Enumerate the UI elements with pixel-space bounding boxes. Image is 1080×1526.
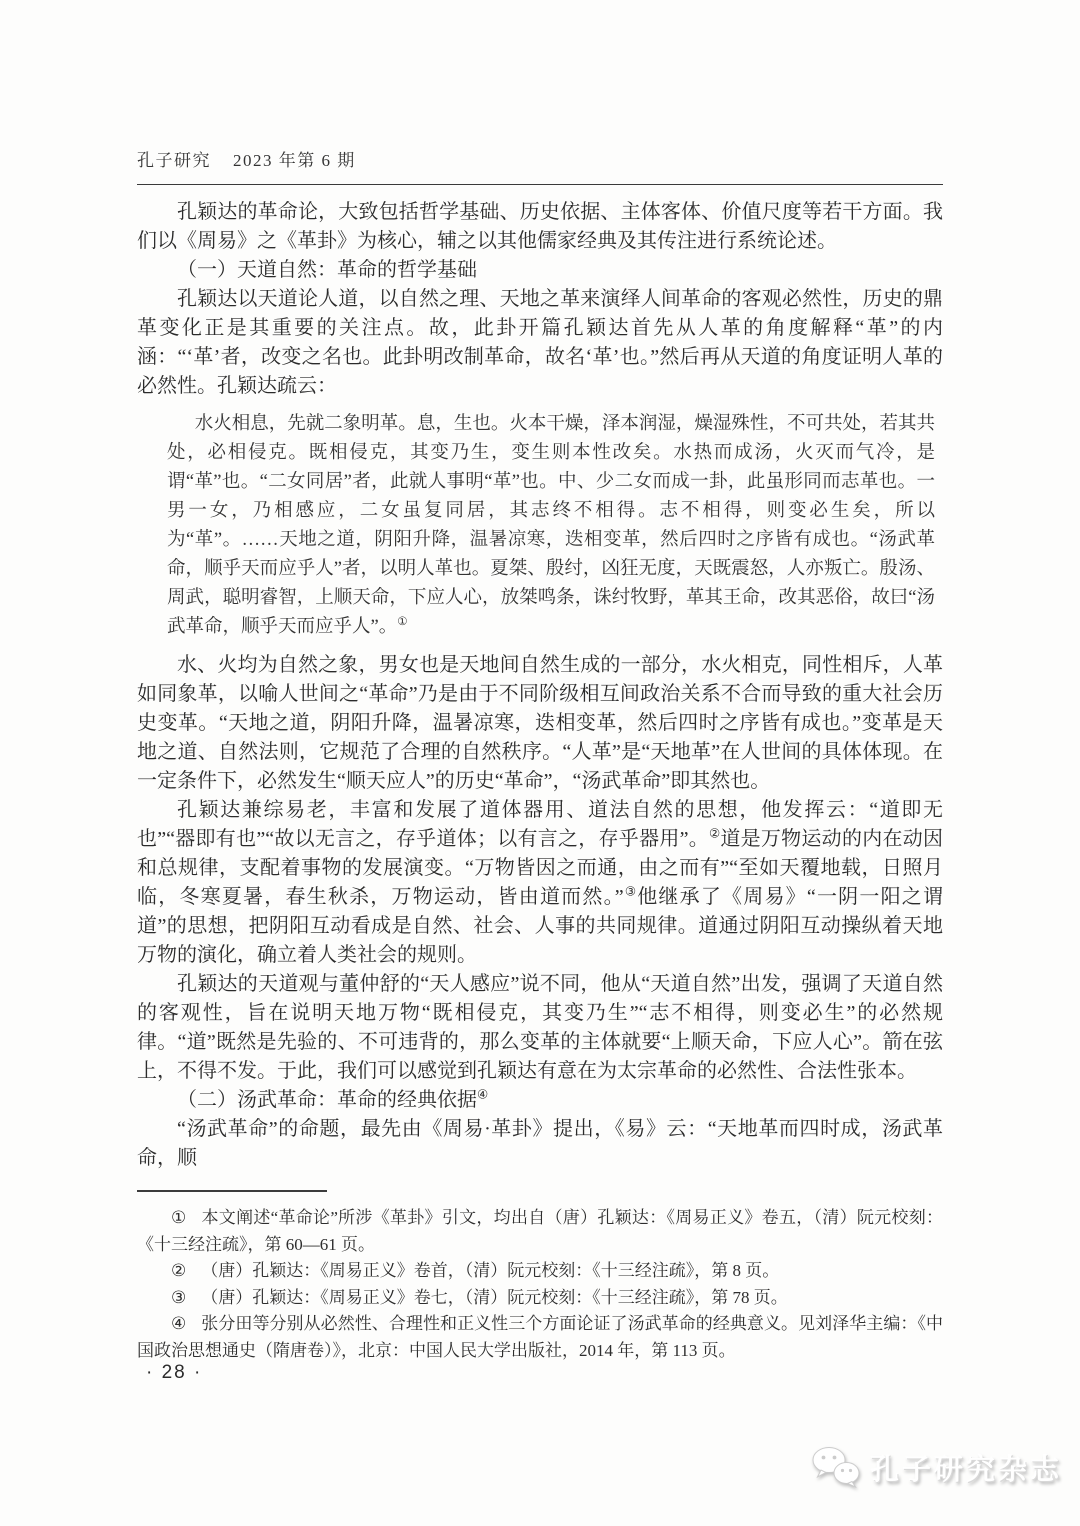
footnote-4 bbox=[137, 1311, 943, 1364]
footnote-text: 本文阐述“革命论”所涉《革卦》引文，均出自（唐）孔颖达：《周易正义》卷五，（清）阮元校刻：《十三经注疏》，第 60—61 页。 bbox=[137, 1208, 943, 1254]
paragraph-tiandaoguan: 孔颖达的天道观与董仲舒的“天人感应”说不同，他从“天道自然”出发，强调了天道自然的客观性，旨在说明天地万物“既相侵克，其变乃生”“志不相得，则变必生”的必然规律。“道”既然是先验的、不可违背的，那么变革的主体就要“上顺天命，下应人心”。箭在弦上，不得不发。于此，我们可以感觉到孔颖达有意在为太宗革命的必然性、合法性张本。 bbox=[137, 973, 943, 1082]
journal-title: 孔子研究 bbox=[137, 151, 211, 170]
footnote-marker: ④ bbox=[171, 1314, 187, 1333]
footnote-text: （唐）孔颖达：《周易正义》卷首，（清）阮元校刻：《十三经注疏》，第 8 页。 bbox=[201, 1261, 780, 1280]
paragraph-shuihuo: 水、火均为自然之象，男女也是天地间自然生成的一部分，水火相克，同性相斥，人革如同象革，以喻人世间之“革命”乃是由于不同阶级相互间政治关系不合而导致的重大社会历史变革。“天地之道，阴阳升降，温暑凉寒，迭相变革，然后四时之序皆有成也。”变革是天地之道、自然法则，它规范了合理的自然秩序。“人革”是“天地革”在人世间的具体体现。在一定条件下，必然发生“顺天应人”的历史“革命”，“汤武革命”即其然也。 bbox=[137, 654, 943, 792]
footnotes bbox=[137, 1205, 943, 1364]
watermark-text: 孔子研究杂志 bbox=[869, 1453, 1062, 1486]
wechat-icon bbox=[811, 1446, 861, 1488]
footnote-marker: ① bbox=[171, 1208, 187, 1227]
footnote-marker: ③ bbox=[171, 1287, 187, 1307]
page-content bbox=[137, 146, 943, 1364]
footnote-separator bbox=[137, 1190, 327, 1192]
footnote-text: 张分田等分别从必然性、合理性和正义性三个方面论证了汤武革命的经典意义。见刘泽华主编：《中国政治思想通史（隋唐卷）》，北京：中国人民大学出版社，2014 年，第 113 页。 bbox=[137, 1314, 943, 1360]
issue-label: 2023 年第 6 期 bbox=[233, 151, 356, 170]
footnote-3 bbox=[137, 1285, 943, 1312]
page-number: · 28 · bbox=[146, 1362, 203, 1383]
footnote-2 bbox=[137, 1258, 943, 1285]
paragraph-jianzong: 孔颖达兼综易老，丰富和发展了道体器用、道法自然的思想，他发挥云：“道即无也”“器即有也”“故以无言之，存乎道体；以有言之，存乎器用”。②道是万物运动的内在动因和总规律，支配着事物的发展演变。“万物皆因之而通，由之而有”“至如天覆地载，日照月临，冬寒夏暑，春生秋杀，万物运动，皆由道而然。”③他继承了《周易》“一阴一阳之谓道”的思想，把阴阳互动看成是自然、社会、人事的共同规律。道通过阴阳互动操纵着天地万物的演化，确立着人类社会的规则。 bbox=[137, 799, 943, 966]
paragraph-tiandao: 孔颖达以天道论人道，以自然之理、天地之革来演绎人间革命的客观必然性，历史的鼎革变化正是其重要的关注点。故，此卦开篇孔颖达首先从人革的角度解释“革”的内涵：“‘革’者，改变之名也。此卦明改制革命，故名‘革’也。”然后再从天道的角度证明人革的必然性。孔颖达疏云： bbox=[137, 288, 943, 397]
footnote-1 bbox=[137, 1205, 943, 1258]
section-heading-1: （一）天道自然：革命的哲学基础 bbox=[177, 259, 477, 281]
footnote-marker: ② bbox=[171, 1261, 187, 1280]
running-header bbox=[137, 146, 943, 185]
footnote-text: （唐）孔颖达：《周易正义》卷七，（清）阮元校刻：《十三经注疏》，第 78 页。 bbox=[201, 1287, 788, 1307]
watermark bbox=[811, 1446, 1062, 1488]
paragraph-tangwu: “汤武革命”的命题，最先由《周易·革卦》提出，《易》云：“天地革而四时成，汤武革命，顺 bbox=[137, 1118, 943, 1169]
article-body bbox=[137, 198, 943, 1173]
block-quote: 水火相息，先就二象明革。息，生也。火本干燥，泽本润湿，燥湿殊性，不可共处，若其共处，必相侵克。既相侵克，其变乃生，变生则本性改矣。水热而成汤，火灭而气冷，是谓“革”也。“二女同居”者，此就人事明“革”也。中、少二女而成一卦，此虽形同而志革也。一男一女，乃相感应，二女虽复同居，其志终不相得。志不相得，则变必生矣，所以为“革”。……天地之道，阴阳升降，温暑凉寒，迭相变革，然后四时之序皆有成也。“汤武革命，顺乎天而应乎人”者，以明人革也。夏桀、殷纣，凶狂无度，天既震怒，人亦叛亡。殷汤、周武，聪明睿智，上顺天命，下应人心，放桀鸣条，诛纣牧野，革其王命，改其恶俗，故曰“汤武革命，顺乎天而应乎人”。① bbox=[167, 414, 935, 637]
paragraph-intro: 孔颖达的革命论，大致包括哲学基础、历史依据、主体客体、价值尺度等若干方面。我们以《周易》之《革卦》为核心，辅之以其他儒家经典及其传注进行系统论述。 bbox=[137, 201, 943, 252]
section-heading-2: （二）汤武革命：革命的经典依据④ bbox=[177, 1087, 489, 1111]
